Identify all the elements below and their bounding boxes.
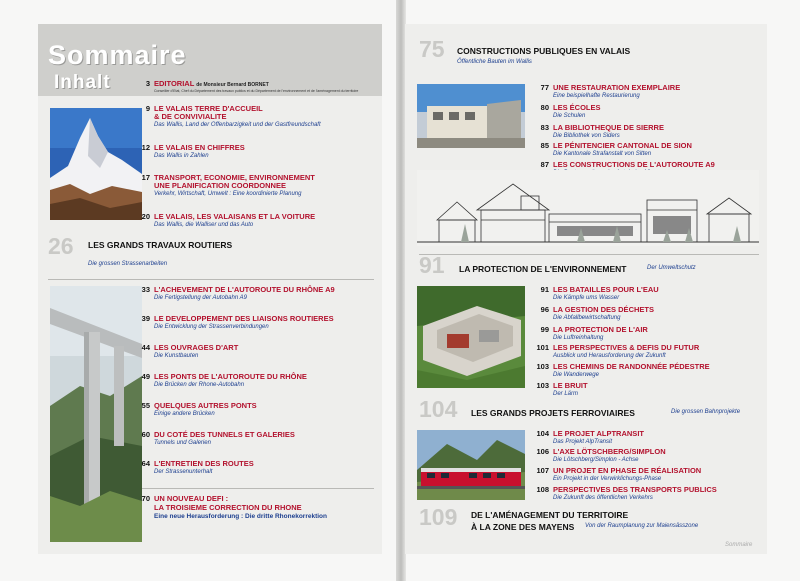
viaduct-photo	[50, 286, 142, 542]
page-number: 55	[141, 401, 150, 410]
page-number: 9	[145, 104, 150, 113]
section-divider	[419, 254, 759, 255]
section-subtitle-de: Der Umweltschutz	[647, 265, 696, 271]
entry-title: PERSPECTIVES DES TRANSPORTS PUBLICS	[553, 485, 717, 494]
entry-subtitle-de: Die Abfallbewirtschaftung	[553, 315, 621, 321]
page-title-fr: Sommaire	[48, 40, 187, 70]
entry-title: TRANSPORT, ECONOMIE, ENVIRONNEMENT	[154, 173, 315, 182]
page-number: 103	[536, 362, 549, 371]
entry-subtitle-de: Die Kunstbauten	[154, 353, 199, 359]
entry-title: EDITORIAL de Monsieur Bernard BORNET	[154, 79, 269, 88]
page-number: 85	[540, 141, 549, 150]
page-number: 70	[141, 494, 150, 503]
section-title: CONSTRUCTIONS PUBLIQUES EN VALAIS	[457, 46, 631, 56]
page-number: 107	[536, 466, 549, 475]
restoration-photo	[417, 84, 525, 148]
page-number: 104	[536, 429, 549, 438]
section-divider	[142, 488, 374, 489]
entry-title: LA PROTECTION DE L'AIR	[553, 325, 648, 334]
page-number: 83	[540, 123, 549, 132]
page-number: 17	[141, 173, 150, 182]
entry-title: LA BIBLIOTHEQUE DE SIERRE	[553, 123, 664, 132]
train-photo	[417, 430, 525, 500]
editorial-byline: de Monsieur Bernard BORNET	[196, 82, 269, 88]
toc-entry[interactable]	[130, 286, 380, 304]
toc-entry[interactable]	[529, 486, 765, 504]
page-number: 77	[540, 83, 549, 92]
page-number: 3	[145, 79, 150, 88]
toc-entry-70[interactable]	[130, 495, 380, 525]
entry-subtitle-de: Eine neue Herausforderung : Die dritte Rhonekorrektion	[154, 513, 327, 520]
entry-subtitle-de: Die Luftreinhaltung	[553, 335, 604, 341]
section-title: DE L'AMÉNAGEMENT DU TERRITOIRE	[471, 510, 629, 520]
page-number: 44	[141, 343, 150, 352]
entry-title: LA GESTION DES DÉCHETS	[553, 305, 654, 314]
entry-subtitle-de: Die Brücken der Rhone-Autobahn	[154, 382, 245, 388]
section-header-109[interactable]	[419, 504, 759, 540]
toc-entry[interactable]	[130, 431, 380, 449]
section-divider	[48, 279, 374, 280]
section-title-line2: À LA ZONE DES MAYENS	[471, 522, 575, 532]
page-title-de: Inhalt	[54, 72, 111, 93]
toc-entry[interactable]	[529, 344, 765, 362]
section-title: LES GRANDS TRAVAUX ROUTIERS	[88, 240, 233, 250]
entry-title: LE VALAIS TERRE D'ACCUEIL	[154, 104, 263, 113]
page-number: 96	[540, 305, 549, 314]
editorial-note: Conseiller d'Etat, Chef du Département des travaux publics et du Département de l'environnement et de l'aménagement du territoire	[154, 89, 359, 93]
entry-subtitle-de: Der Strassenunterhalt	[154, 469, 213, 475]
section-header-26[interactable]	[48, 233, 378, 267]
toc-entry[interactable]	[529, 142, 765, 160]
entry-subtitle-de: Einige andere Brücken	[154, 411, 215, 417]
entry-title: L'ENTRETIEN DES ROUTES	[154, 459, 254, 468]
entry-subtitle-de: Die Fertigstellung der Autobahn A9	[154, 295, 247, 301]
page-number: 108	[536, 485, 549, 494]
toc-entry[interactable]	[529, 286, 765, 304]
toc-entry[interactable]	[130, 144, 380, 162]
entry-title: LE VALAIS EN CHIFFRES	[154, 143, 245, 152]
section-number: 75	[419, 36, 445, 62]
toc-entry[interactable]	[529, 448, 765, 466]
section-subtitle-de: Die grossen Bahnprojekte	[671, 409, 741, 415]
entry-subtitle-de: Das Wallis, Land der Offenbarzigkeit und der Gastfreundschaft	[154, 122, 321, 128]
toc-entry[interactable]	[529, 104, 765, 122]
entry-subtitle-de: Die Lötschberg/Simplon - Achse	[553, 457, 639, 463]
toc-entry[interactable]	[529, 124, 765, 142]
toc-entry[interactable]	[130, 213, 380, 231]
section-header-91[interactable]	[419, 252, 759, 278]
entry-title: LE PÉNITENCIER CANTONAL DE SION	[553, 141, 692, 150]
entry-title: L'AXE LÖTSCHBERG/SIMPLON	[553, 447, 666, 456]
toc-entry[interactable]	[529, 326, 765, 344]
toc-entry[interactable]	[130, 460, 380, 478]
entry-title: LES CONSTRUCTIONS DE L'AUTOROUTE A9	[553, 160, 715, 169]
entry-subtitle-de: Die Kantonale Strafanstalt von Sitten	[553, 151, 652, 157]
entry-title: LES ÉCOLES	[553, 103, 601, 112]
page-footer-label: Sommaire	[725, 542, 753, 548]
entry-title: LE VALAIS, LES VALAISANS ET LA VOITURE	[154, 212, 316, 221]
page-number: 64	[141, 459, 150, 468]
toc-entry[interactable]	[130, 402, 380, 420]
toc-entry[interactable]	[529, 363, 765, 381]
entry-title: LES PERSPECTIVES & DEFIS DU FUTUR	[553, 343, 700, 352]
section-number: 26	[48, 233, 74, 259]
section-title: LA PROTECTION DE L'ENVIRONNEMENT	[459, 264, 627, 274]
entry-subtitle-de: Die Entwicklung der Strassenverbindungen	[154, 324, 269, 330]
section-title: LES GRANDS PROJETS FERROVIAIRES	[471, 408, 635, 418]
toc-entry[interactable]	[529, 306, 765, 324]
toc-entry[interactable]	[130, 315, 380, 333]
entry-title: LES CHEMINS DE RANDONNÉE PÉDESTRE	[553, 362, 710, 371]
entry-title-line2: LA TROISIEME CORRECTION DU RHONE	[154, 503, 302, 512]
page-number: 12	[141, 143, 150, 152]
page-number: 33	[141, 285, 150, 294]
entry-title: UN NOUVEAU DEFI :	[154, 494, 229, 503]
page-number: 80	[540, 103, 549, 112]
entry-subtitle-de: Der Lärm	[553, 391, 579, 397]
entry-subtitle-de: Die Kämpfe ums Wasser	[553, 295, 620, 301]
entry-subtitle-de: Das Projekt AlpTransit	[553, 439, 613, 445]
section-subtitle-de: Die grossen Strassenarbeiten	[88, 261, 168, 267]
entry-title-line2: & DE CONVIVIALITE	[154, 112, 227, 121]
entry-title: L'ACHEVEMENT DE L'AUTOROUTE DU RHÔNE A9	[154, 285, 335, 294]
page-number: 103	[536, 381, 549, 390]
entry-subtitle-de: Die Schulen	[553, 113, 586, 119]
section-number: 104	[419, 396, 458, 422]
page-number: 20	[141, 212, 150, 221]
page-number: 87	[540, 160, 549, 169]
section-header-104[interactable]	[419, 396, 759, 422]
entry-subtitle-de: Verkehr, Wirtschaft, Umwelt : Eine koordinierte Planung	[154, 191, 302, 197]
entry-title-line2: UNE PLANIFICATION COORDONNEE	[154, 181, 286, 190]
section-subtitle-de: Öffentliche Bauten im Wallis	[457, 59, 532, 65]
page-number: 49	[141, 372, 150, 381]
page-number: 91	[540, 285, 549, 294]
page-number: 39	[141, 314, 150, 323]
toc-entry[interactable]	[529, 382, 765, 400]
toc-entry[interactable]	[529, 467, 765, 485]
toc-entry[interactable]	[529, 430, 765, 448]
section-subtitle-de: Von der Raumplanung zur Maiensässzone	[585, 523, 699, 529]
entry-subtitle-de: Eine beispielhafte Restaurierung	[553, 93, 640, 99]
section-number: 109	[419, 504, 458, 530]
entry-title: DU COTÉ DES TUNNELS ET GALERIES	[154, 430, 295, 439]
autoroute-building-drawing	[417, 170, 759, 246]
page-number: 101	[536, 343, 549, 352]
entry-subtitle-de: Das Wallis in Zahlen	[154, 153, 209, 159]
entry-subtitle-de: Die Bibliothek von Siders	[553, 133, 620, 139]
entry-subtitle-de: Ausblick und Herausforderung der Zukunft	[553, 353, 666, 359]
toc-entry[interactable]	[130, 373, 380, 391]
entry-title: UN PROJET EN PHASE DE RÉALISATION	[553, 466, 702, 475]
entry-title: LE BRUIT	[553, 381, 588, 390]
entry-subtitle-de: Tunnels und Galerien	[154, 440, 211, 446]
entry-title: LE PROJET ALPTRANSIT	[553, 429, 644, 438]
entry-title: UNE RESTAURATION EXEMPLAIRE	[553, 83, 681, 92]
toc-entry[interactable]	[529, 84, 765, 102]
page-number: 106	[536, 447, 549, 456]
right-page	[405, 24, 767, 554]
section-number: 91	[419, 252, 445, 278]
waste-plant-photo	[417, 286, 525, 388]
section-header-75[interactable]	[419, 36, 759, 65]
entry-title: LES PONTS DE L'AUTOROUTE DU RHÔNE	[154, 372, 307, 381]
entry-title: LES BATAILLES POUR L'EAU	[553, 285, 659, 294]
page-number: 60	[141, 430, 150, 439]
toc-entry[interactable]	[130, 174, 380, 196]
toc-entry[interactable]	[130, 105, 380, 127]
matterhorn-photo	[50, 108, 142, 220]
entry-title: LES OUVRAGES D'ART	[154, 343, 239, 352]
entry-subtitle-de: Die Zukunft des öffentlichen Verkehrs	[553, 495, 653, 501]
entry-subtitle-de: Ein Projekt in der Verwirklichungs-Phase	[553, 476, 662, 482]
entry-title: LE DEVELOPPEMENT DES LIAISONS ROUTIERES	[154, 314, 334, 323]
page-number: 99	[540, 325, 549, 334]
entry-title: QUELQUES AUTRES PONTS	[154, 401, 257, 410]
toc-entry[interactable]	[130, 344, 380, 362]
left-page	[38, 24, 382, 554]
entry-subtitle-de: Das Wallis, die Walliser und das Auto	[154, 222, 254, 228]
entry-subtitle-de: Die Wanderwege	[553, 372, 599, 378]
